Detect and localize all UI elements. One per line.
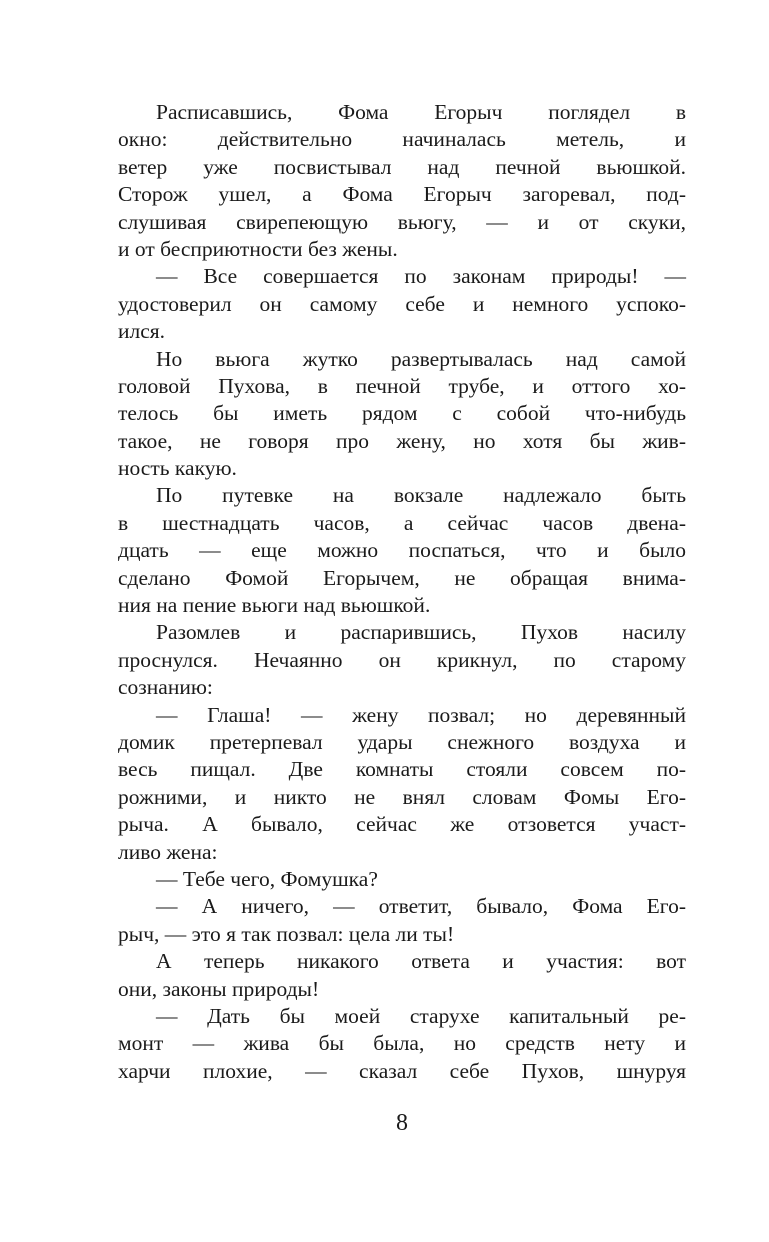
text-line: и от бесприютности без жены. bbox=[118, 236, 398, 261]
text-line: они, законы природы! bbox=[118, 976, 320, 1001]
text-line: Расписавшись, Фома Егорыч поглядел в bbox=[156, 100, 686, 124]
text-line: сделано Фомой Егорычем, не обращая внима- bbox=[118, 565, 686, 590]
text-line: ился. bbox=[118, 319, 166, 344]
text-line: — А ничего, — ответит, бывало, Фома Его- bbox=[156, 894, 686, 919]
body-text bbox=[118, 99, 686, 1085]
text-line: По путевке на вокзале надлежало быть bbox=[156, 483, 686, 508]
text-line: ветер уже посвистывал над печной вьюшкой. bbox=[118, 154, 686, 179]
text-line: окно: действительно начиналась метель, и bbox=[118, 127, 686, 152]
text-line: Но вьюга жутко развертывалась над самой bbox=[156, 346, 686, 371]
page-number: 8 bbox=[396, 1110, 408, 1136]
text-line: такое, не говоря про жену, но хотя бы жив- bbox=[118, 428, 686, 453]
text-line: — Дать бы моей старухе капитальный ре- bbox=[156, 1003, 686, 1028]
text-line: в шестнадцать часов, а сейчас часов двена- bbox=[118, 510, 686, 535]
text-line: — Глаша! — жену позвал; но деревянный bbox=[156, 702, 686, 727]
text-line: удостоверил он самому себе и немного успоко- bbox=[118, 291, 686, 316]
text-line: рыча. А бывало, сейчас же отзовется участ- bbox=[118, 812, 686, 837]
text-line: Сторож ушел, а Фома Егорыч загоревал, под- bbox=[118, 182, 686, 207]
text-line: ния на пение вьюги над вьюшкой. bbox=[118, 593, 431, 618]
text-line: харчи плохие, — сказал себе Пухов, шнуруя bbox=[118, 1058, 686, 1083]
text-line: телось бы иметь рядом с собой что-нибудь bbox=[118, 401, 686, 426]
text-line: сознанию: bbox=[118, 675, 213, 700]
text-line: монт — жива бы была, но средств нету и bbox=[118, 1031, 686, 1056]
text-line: рыч, — это я так позвал: цела ли ты! bbox=[118, 921, 455, 946]
text-line: Разомлев и распарившись, Пухов насилу bbox=[156, 620, 686, 645]
text-line: — Тебе чего, Фомушка? bbox=[156, 866, 378, 891]
text-line: слушивая свирепеющую вьюгу, — и от скуки, bbox=[118, 209, 686, 234]
text-line: дцать — еще можно поспаться, что и было bbox=[118, 538, 686, 563]
text-line: — Все совершается по законам природы! — bbox=[156, 264, 686, 289]
text-line: рожними, и никто не внял словам Фомы Его- bbox=[118, 784, 686, 809]
text-line: головой Пухова, в печной трубе, и оттого хо- bbox=[118, 373, 686, 398]
text-line: весь пищал. Две комнаты стояли совсем по- bbox=[118, 757, 686, 782]
text-line: проснулся. Нечаянно он крикнул, по старому bbox=[118, 647, 686, 672]
text-line: ность какую. bbox=[118, 456, 237, 481]
text-line: А теперь никакого ответа и участия: вот bbox=[156, 949, 686, 974]
text-line: домик претерпевал удары снежного воздуха и bbox=[118, 729, 686, 754]
text-line: ливо жена: bbox=[118, 839, 218, 864]
